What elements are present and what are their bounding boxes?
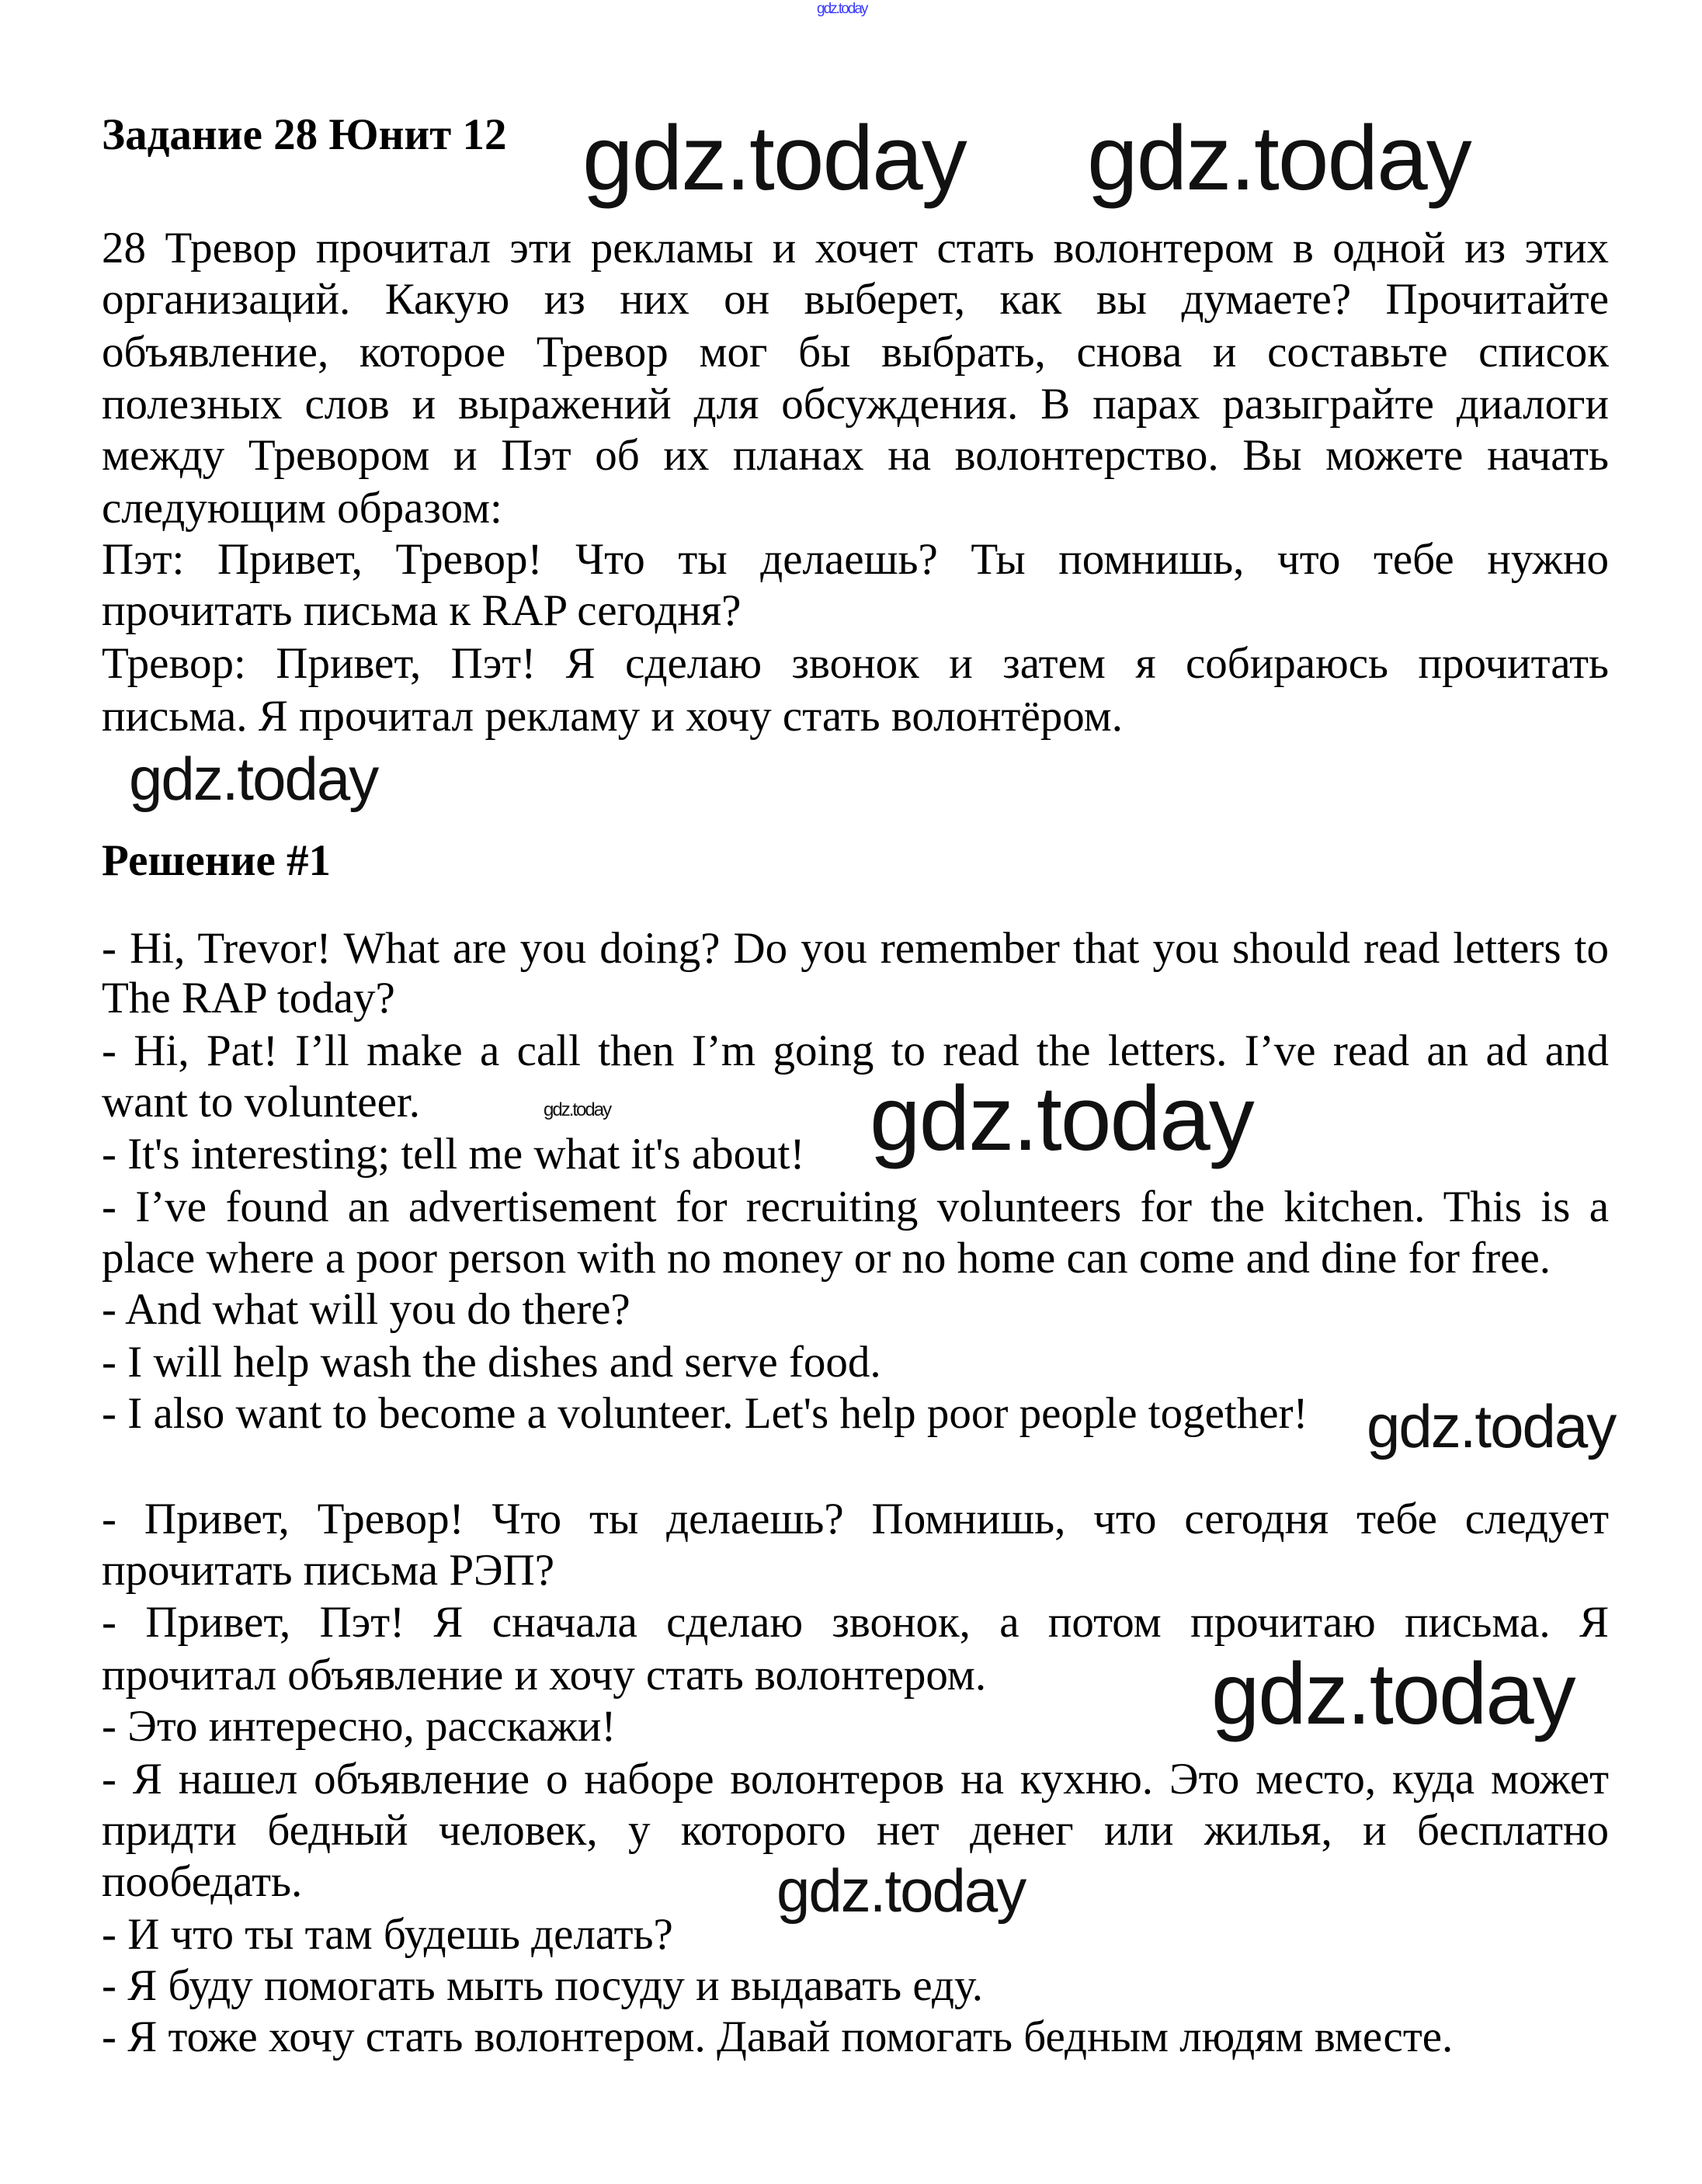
english-dialogue-line: - Hi, Trevor! What are you doing? Do you remember that you should read letters to [102, 923, 1609, 973]
russian-dialogue-line: прочитал объявление и хочу стать волонтером. [102, 1650, 987, 1700]
task-text-line: письма. Я прочитал рекламу и хочу стать волонтёром. [102, 692, 1123, 741]
russian-dialogue-line: - Привет, Тревор! Что ты делаешь? Помнишь, что сегодня тебе следует [102, 1495, 1609, 1544]
english-dialogue-line: The RAP today? [102, 974, 395, 1023]
task-text-line: Пэт: Привет, Тревор! Что ты делаешь? Ты помнишь, что тебе нужно [102, 534, 1609, 584]
english-dialogue-line: - It's interesting; tell me what it's about! [102, 1129, 805, 1179]
task-text-line: объявление, которое Тревор мог бы выбрать, снова и составьте список [102, 328, 1609, 377]
task-text-line: между Тревором и Пэт об их планах на волонтерство. Вы можете начать [102, 430, 1609, 480]
watermark: gdz.today [1087, 107, 1471, 210]
task-text-line: полезных слов и выражений для обсуждения. В парах разыграйте диалоги [102, 379, 1609, 429]
watermark: gdz.today [1211, 1645, 1575, 1742]
english-dialogue-line: - I also want to become a volunteer. Let's help poor people together! [102, 1389, 1308, 1439]
russian-dialogue-line: - Я нашел объявление о наборе волонтеров на кухню. Это место, куда может [102, 1754, 1609, 1804]
english-dialogue-line: - Hi, Pat! I’ll make a call then I’m going to read the letters. I’ve read an ad and [102, 1026, 1609, 1076]
english-dialogue-line: want to volunteer. [102, 1078, 420, 1127]
task-text-line: прочитать письма к RAP сегодня? [102, 586, 742, 636]
watermark: gdz.today [544, 1099, 611, 1120]
task-heading: Задание 28 Юнит 12 [102, 110, 507, 159]
watermark: gdz.today [870, 1068, 1253, 1170]
russian-dialogue-line: - Я тоже хочу стать волонтером. Давай помогать бедным людям вместе. [102, 2012, 1454, 2062]
watermark: gdz.today [776, 1856, 1026, 1925]
watermark: gdz.today [582, 107, 966, 210]
watermark: gdz.today [129, 745, 378, 813]
watermark: gdz.today [1367, 1392, 1616, 1460]
solution-heading: Решение #1 [102, 836, 332, 885]
task-text-line: 28 Тревор прочитал эти рекламы и хочет стать волонтером в одной из этих [102, 224, 1609, 273]
russian-dialogue-line: прочитать письма РЭП? [102, 1546, 555, 1595]
english-dialogue-line: - And what will you do there? [102, 1285, 630, 1335]
task-text-line: организаций. Какую из них он выберет, как вы думаете? Прочитайте [102, 275, 1609, 325]
russian-dialogue-line: - Я буду помогать мыть посуду и выдавать еду. [102, 1961, 983, 2011]
russian-dialogue-line: - Это интересно, расскажи! [102, 1701, 617, 1751]
russian-dialogue-line: - И что ты там будешь делать? [102, 1910, 673, 1960]
task-text-line: Тревор: Привет, Пэт! Я сделаю звонок и затем я собираюсь прочитать [102, 639, 1609, 689]
russian-dialogue-line: пообедать. [102, 1857, 303, 1907]
english-dialogue-line: place where a poor person with no money or no home can come and dine for free. [102, 1233, 1551, 1283]
watermark: gdz.today [817, 1, 867, 17]
english-dialogue-line: - I’ve found an advertisement for recruiting volunteers for the kitchen. This is a [102, 1182, 1609, 1231]
english-dialogue-line: - I will help wash the dishes and serve food. [102, 1338, 881, 1387]
russian-dialogue-line: - Привет, Пэт! Я сначала сделаю звонок, а потом прочитаю письма. Я [102, 1597, 1609, 1647]
task-text-line: следующим образом: [102, 483, 502, 533]
russian-dialogue-line: придти бедный человек, у которого нет денег или жилья, и бесплатно [102, 1805, 1609, 1855]
